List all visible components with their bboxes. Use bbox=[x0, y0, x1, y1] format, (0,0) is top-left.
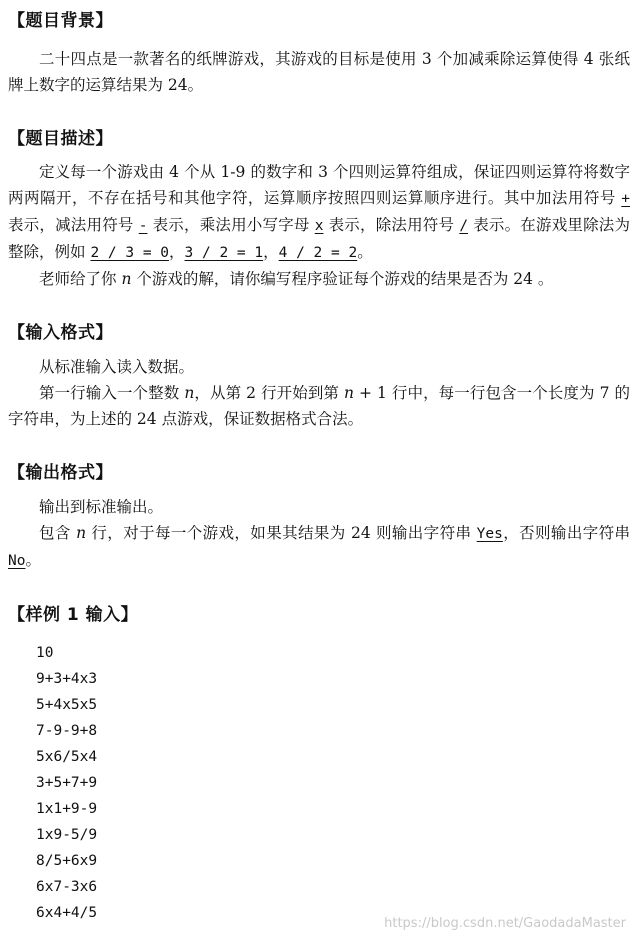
section-output-format bbox=[8, 462, 630, 574]
division-example-1: 2 / 3 = 0 bbox=[90, 245, 170, 261]
description-text: 表示，减法用符号 bbox=[8, 216, 139, 234]
yes-string: Yes bbox=[476, 526, 503, 542]
separator: ， bbox=[263, 243, 279, 261]
description-text: 老师给了你 bbox=[39, 270, 122, 288]
heading-description: 【题目描述】 bbox=[8, 129, 113, 149]
description-text: 表示，除法用符号 bbox=[323, 216, 460, 234]
multiply-symbol: x bbox=[314, 218, 324, 234]
description-paragraph-1 bbox=[8, 159, 630, 266]
heading-input-format: 【输入格式】 bbox=[8, 323, 113, 343]
input-line-2 bbox=[8, 380, 630, 432]
no-string: No bbox=[8, 553, 26, 569]
division-example-2: 3 / 2 = 1 bbox=[184, 245, 264, 261]
heading-output-format: 【输出格式】 bbox=[8, 463, 113, 483]
section-input-format bbox=[8, 322, 630, 432]
variable-n: n bbox=[121, 270, 132, 288]
variable-n: n bbox=[184, 384, 195, 402]
section-background bbox=[8, 10, 630, 98]
input-text: + 1 行中，每一行包含一个长度为 7 的字符串，为上述的 24 点游戏，保证数据格式合法。 bbox=[8, 384, 630, 428]
description-text: 表示，乘法用小写字母 bbox=[147, 216, 315, 234]
watermark: https://blog.csdn.net/GaodadaMaster bbox=[384, 916, 626, 931]
code-line: 9+3+4x3 bbox=[36, 671, 98, 687]
output-line-1: 输出到标准输出。 bbox=[39, 498, 164, 516]
variable-n: n bbox=[76, 524, 87, 542]
heading-sample-input: 【样例 1 输入】 bbox=[8, 605, 139, 625]
variable-n: n bbox=[344, 384, 355, 402]
code-line: 1x9-5/9 bbox=[36, 827, 98, 843]
description-text: 定义每一个游戏由 4 个从 1-9 的数字和 3 个四则运算符组成，保证四则运算符将数字两两隔开，不存在括号和其他字符，运算顺序按照四则运算顺序进行。其中加法用符号 bbox=[8, 163, 630, 207]
description-paragraph-2 bbox=[8, 266, 630, 292]
output-text: 包含 bbox=[39, 524, 77, 542]
heading-background: 【题目背景】 bbox=[8, 11, 113, 31]
divide-symbol: / bbox=[459, 218, 469, 234]
code-line: 5+4x5x5 bbox=[36, 697, 98, 713]
code-line: 10 bbox=[36, 645, 54, 661]
description-text: 。 bbox=[357, 243, 373, 261]
input-text: 第一行输入一个整数 bbox=[39, 384, 185, 402]
input-text: ，从第 2 行开始到第 bbox=[194, 384, 345, 402]
code-line: 3+5+7+9 bbox=[36, 775, 98, 791]
separator: ， bbox=[169, 243, 185, 261]
description-text: 表示。在游戏里除法为整除，例如 bbox=[8, 216, 630, 261]
code-line: 1x1+9-9 bbox=[36, 801, 98, 817]
sample-input-code bbox=[8, 640, 630, 926]
background-text: 二十四点是一款著名的纸牌游戏，其游戏的目标是使用 3 个加减乘除运算使得 4 张纸牌上数字的运算结果为 24。 bbox=[8, 50, 630, 94]
code-line: 6x7-3x6 bbox=[36, 879, 98, 895]
division-example-3: 4 / 2 = 2 bbox=[278, 245, 358, 261]
section-sample-input bbox=[8, 604, 630, 926]
output-text: ，否则输出字符串 bbox=[502, 524, 630, 542]
output-line-2 bbox=[8, 520, 630, 574]
code-line: 5x6/5x4 bbox=[36, 749, 98, 765]
description-text: 个游戏的解，请你编写程序验证每个游戏的结果是否为 24 。 bbox=[131, 270, 554, 288]
code-line: 7-9-9+8 bbox=[36, 723, 98, 739]
code-line: 8/5+6x9 bbox=[36, 853, 98, 869]
plus-symbol: + bbox=[621, 191, 630, 207]
output-text: 。 bbox=[25, 551, 41, 569]
input-line-1: 从标准输入读入数据。 bbox=[39, 358, 195, 376]
code-line: 6x4+4/5 bbox=[36, 905, 98, 921]
section-description bbox=[8, 128, 630, 292]
output-text: 行，对于每一个游戏，如果其结果为 24 则输出字符串 bbox=[86, 524, 477, 542]
minus-symbol: - bbox=[138, 218, 148, 234]
